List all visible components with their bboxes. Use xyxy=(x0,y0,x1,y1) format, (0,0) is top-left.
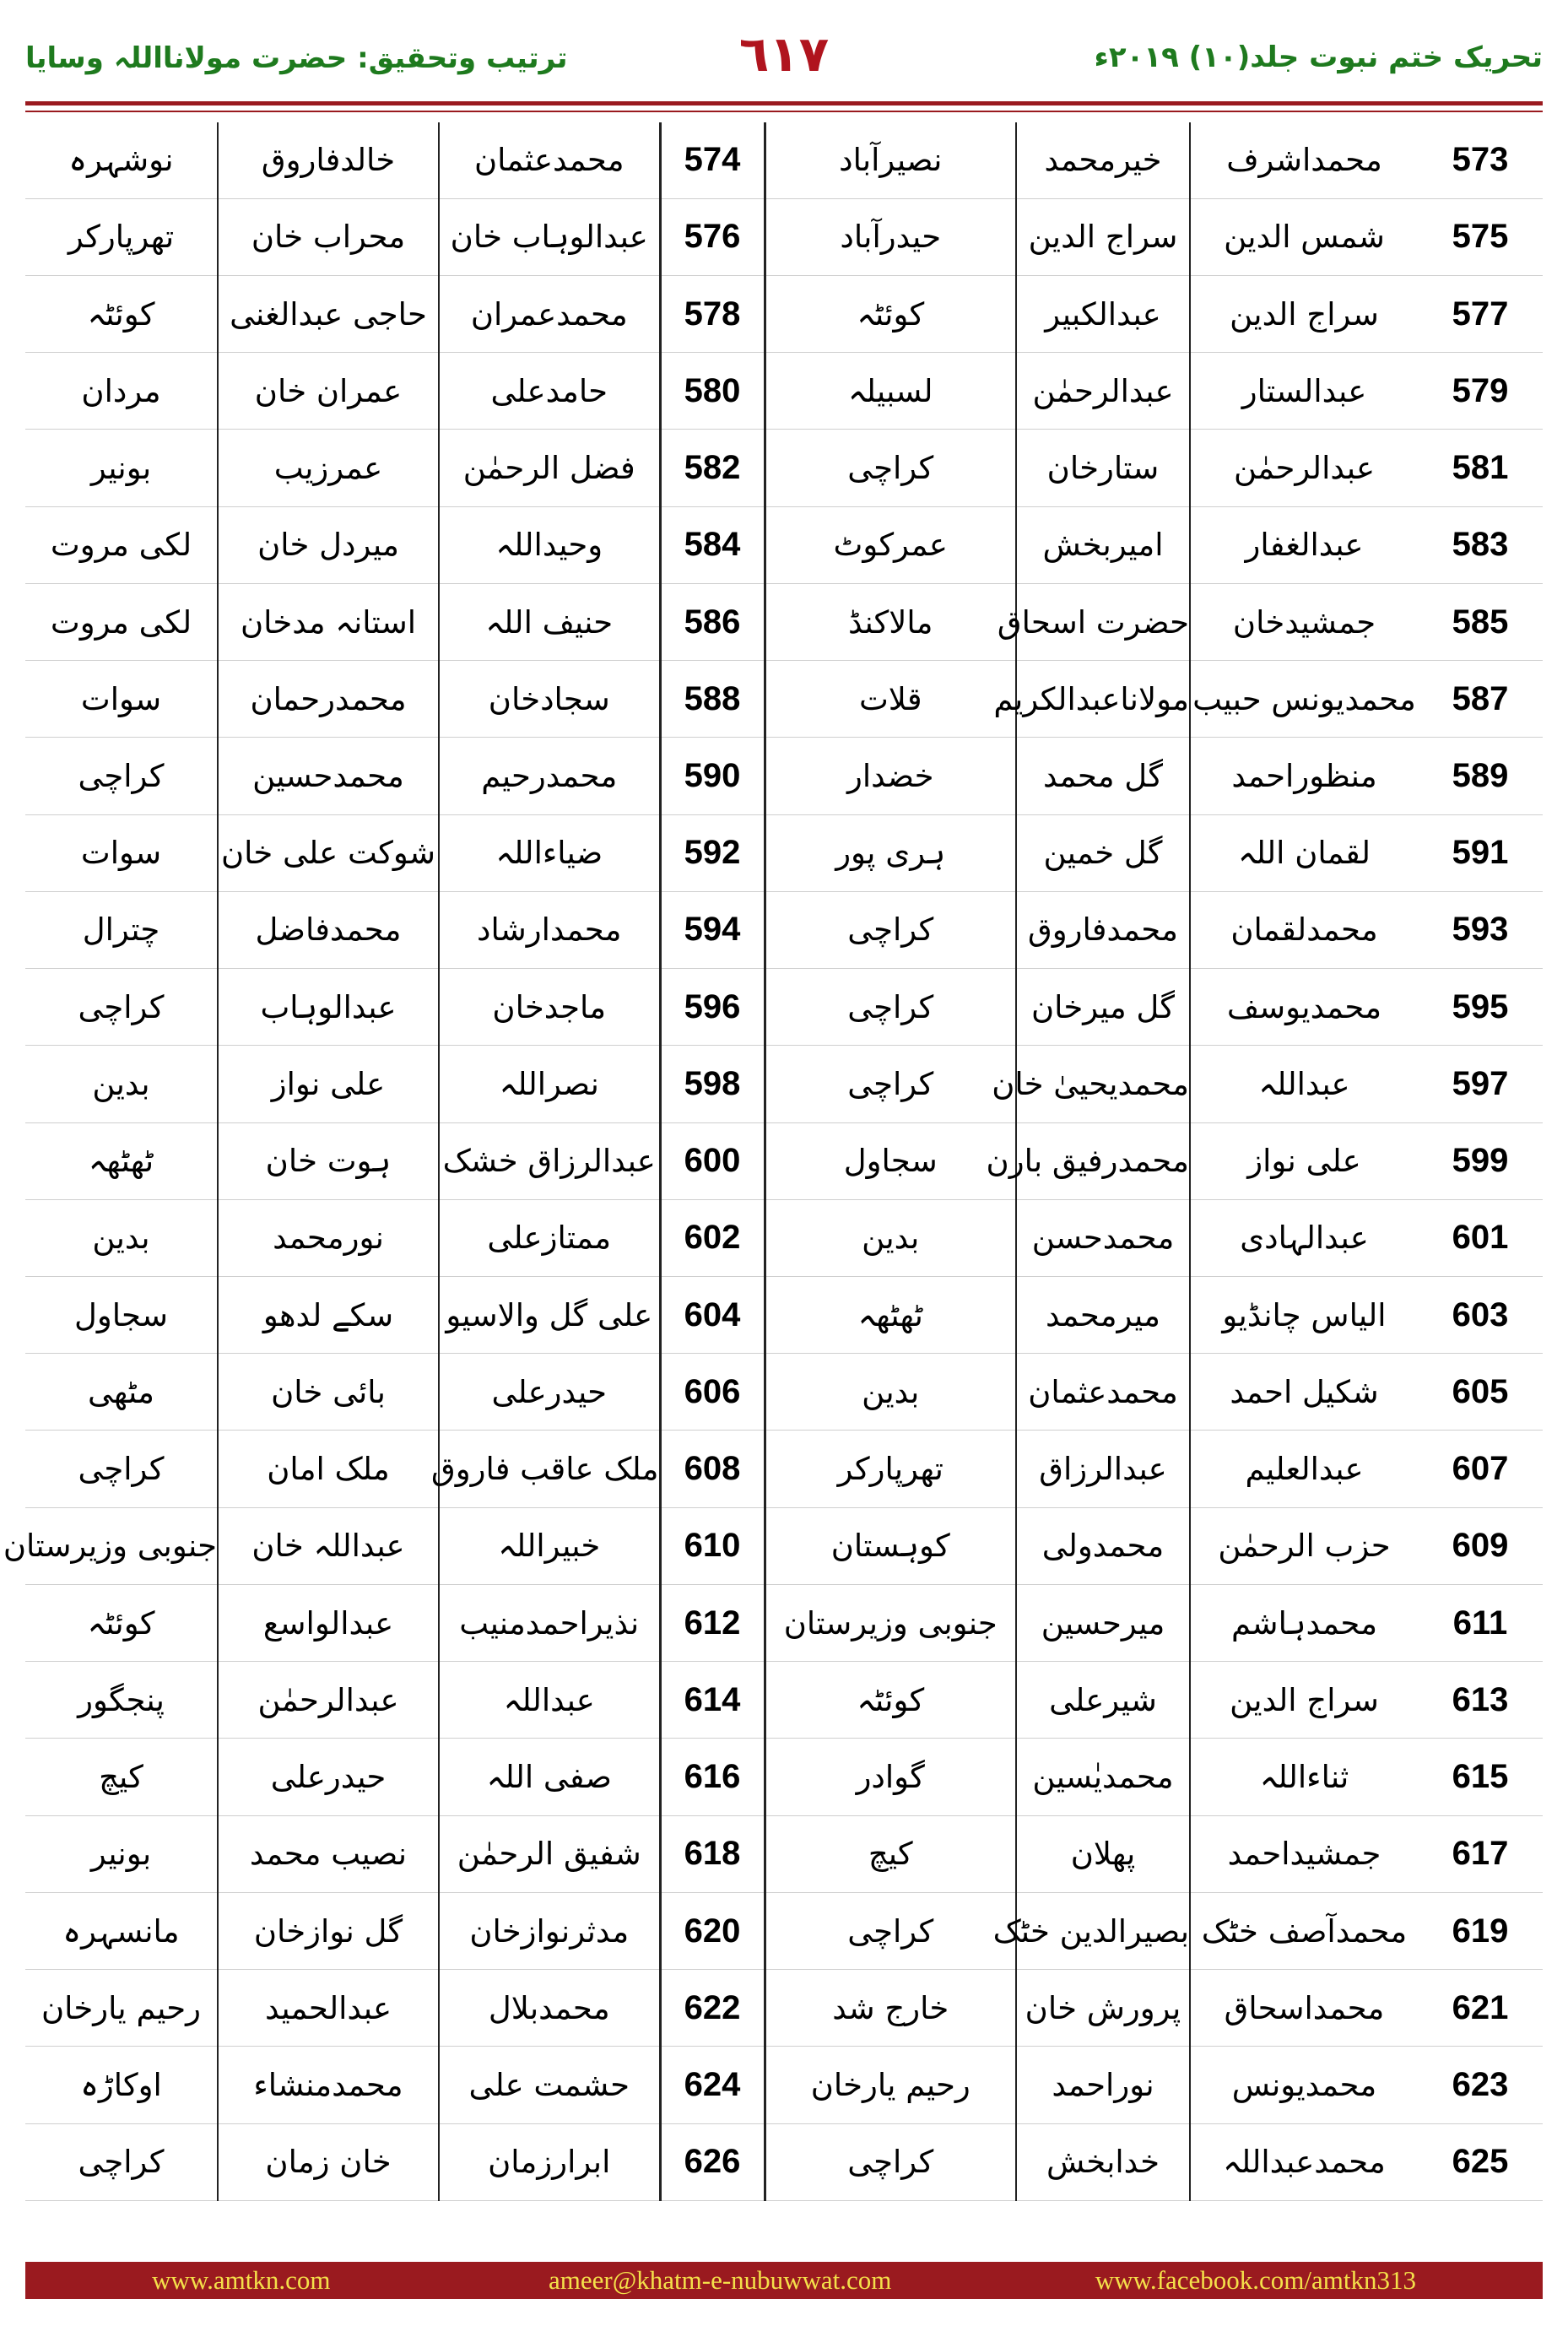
entry-place: بدین xyxy=(25,1199,218,1276)
entry-name: نصراللہ xyxy=(439,1046,660,1122)
entry-father: خیرمحمد xyxy=(1016,122,1190,198)
entry-place: پنجگور xyxy=(25,1662,218,1739)
entry-father: میرحسین xyxy=(1016,1584,1190,1661)
entry-number: 588 xyxy=(660,661,765,738)
table-row xyxy=(25,1277,1543,1354)
entry-name: محمدارشاد xyxy=(439,891,660,968)
header-rule-thick xyxy=(25,101,1543,105)
entry-number: 582 xyxy=(660,430,765,506)
entry-place: کراچی xyxy=(25,2123,218,2200)
entry-name: ضیاءاللہ xyxy=(439,814,660,891)
entry-father: محمدحسین xyxy=(218,738,439,814)
table-row xyxy=(25,1970,1543,2047)
entry-place: کیچ xyxy=(765,1815,1016,1892)
entry-father: عبدالوہاب xyxy=(218,969,439,1046)
entry-place: کراچی xyxy=(765,1046,1016,1122)
table-row xyxy=(25,353,1543,430)
table-row xyxy=(25,122,1543,198)
entry-number: 603 xyxy=(1418,1277,1543,1354)
entry-father: میرمحمد xyxy=(1016,1277,1190,1354)
entry-place: لسبیلہ xyxy=(765,353,1016,430)
entry-place: قلات xyxy=(765,661,1016,738)
entry-place: خضدار xyxy=(765,738,1016,814)
entry-place: سوات xyxy=(25,814,218,891)
entry-place: کراچی xyxy=(765,2123,1016,2200)
table-row xyxy=(25,1199,1543,1276)
entry-number: 598 xyxy=(660,1046,765,1122)
entry-father: عبدالکبیر xyxy=(1016,275,1190,352)
entry-father: نوراحمد xyxy=(1016,2047,1190,2123)
entry-place: کوئٹہ xyxy=(765,275,1016,352)
entry-name: محمدیونس xyxy=(1190,2047,1418,2123)
book-title: تحریک ختم نبوت جلد(۱۰) ۲۰۱۹ء xyxy=(1094,41,1543,74)
entry-name: صفی اللہ xyxy=(439,1739,660,1815)
entry-name: جمشیداحمد xyxy=(1190,1815,1418,1892)
entry-father: عبدالواسع xyxy=(218,1584,439,1661)
entry-father: عبدالحمید xyxy=(218,1970,439,2047)
entry-name: محمدرحیم xyxy=(439,738,660,814)
entry-father: محمدرفیق بارن xyxy=(1016,1122,1190,1199)
entry-place: اوکاڑہ xyxy=(25,2047,218,2123)
entry-father: نصیب محمد xyxy=(218,1815,439,1892)
entry-number: 611 xyxy=(1418,1584,1543,1661)
entry-father: خان زمان xyxy=(218,2123,439,2200)
entry-number: 574 xyxy=(660,122,765,198)
entry-place: جنوبی وزیرستان xyxy=(25,1507,218,1584)
table-row xyxy=(25,1815,1543,1892)
table-row xyxy=(25,1046,1543,1122)
table-row xyxy=(25,1122,1543,1199)
header-rule-thin xyxy=(25,111,1543,112)
entry-father: استانہ مدخان xyxy=(218,583,439,660)
entry-name: سراج الدین xyxy=(1190,1662,1418,1739)
entry-father: گل میرخان xyxy=(1016,969,1190,1046)
table-row xyxy=(25,891,1543,968)
entry-father: محمدولی xyxy=(1016,1507,1190,1584)
entry-number: 575 xyxy=(1418,198,1543,275)
entry-father: پرورش خان xyxy=(1016,1970,1190,2047)
table-row xyxy=(25,1662,1543,1739)
entry-father: عمران خان xyxy=(218,353,439,430)
table-row xyxy=(25,661,1543,738)
entry-name: ثناءاللہ xyxy=(1190,1739,1418,1815)
entry-number: 618 xyxy=(660,1815,765,1892)
entry-name: ماجدخان xyxy=(439,969,660,1046)
entry-number: 577 xyxy=(1418,275,1543,352)
entry-place: بونیر xyxy=(25,430,218,506)
entry-number: 578 xyxy=(660,275,765,352)
table-row xyxy=(25,275,1543,352)
entry-name: جمشیدخان xyxy=(1190,583,1418,660)
entry-place: بونیر xyxy=(25,1815,218,1892)
entry-name: محمدآصف خٹک xyxy=(1190,1892,1418,1969)
entry-name: محمدعمران xyxy=(439,275,660,352)
entry-place: کراچی xyxy=(765,1892,1016,1969)
entry-number: 573 xyxy=(1418,122,1543,198)
entry-name: عبدالہادی xyxy=(1190,1199,1418,1276)
entry-place: نوشہرہ xyxy=(25,122,218,198)
entry-number: 593 xyxy=(1418,891,1543,968)
entry-father: حاجی عبدالغنی xyxy=(218,275,439,352)
entry-number: 580 xyxy=(660,353,765,430)
entry-name: حیدرعلی xyxy=(439,1354,660,1431)
entry-father: خالدفاروق xyxy=(218,122,439,198)
entry-place: رحیم یارخان xyxy=(25,1970,218,2047)
entry-number: 579 xyxy=(1418,353,1543,430)
table-row xyxy=(25,198,1543,275)
entry-father: محراب خان xyxy=(218,198,439,275)
entry-number: 583 xyxy=(1418,506,1543,583)
entry-name: علی نواز xyxy=(1190,1122,1418,1199)
entry-name: ملک عاقب فاروق xyxy=(439,1431,660,1507)
entry-name: محمدیوسف xyxy=(1190,969,1418,1046)
entry-name: عبدالوہاب خان xyxy=(439,198,660,275)
entry-father: سکے لدھو xyxy=(218,1277,439,1354)
entry-father: خدابخش xyxy=(1016,2123,1190,2200)
entry-number: 597 xyxy=(1418,1046,1543,1122)
entry-name: عبدالعلیم xyxy=(1190,1431,1418,1507)
entry-number: 609 xyxy=(1418,1507,1543,1584)
entry-father: محمدیٰسین xyxy=(1016,1739,1190,1815)
entry-name: حنیف اللہ xyxy=(439,583,660,660)
entry-name: محمدعثمان xyxy=(439,122,660,198)
table-row xyxy=(25,583,1543,660)
entry-number: 581 xyxy=(1418,430,1543,506)
entry-place: رحیم یارخان xyxy=(765,2047,1016,2123)
entry-place: مردان xyxy=(25,353,218,430)
entry-name: شمس الدین xyxy=(1190,198,1418,275)
entry-name: شکیل احمد xyxy=(1190,1354,1418,1431)
entry-name: فضل الرحمٰن xyxy=(439,430,660,506)
entry-name: منظوراحمد xyxy=(1190,738,1418,814)
entry-place: بدین xyxy=(765,1199,1016,1276)
entry-name: عبدالرزاق خشک xyxy=(439,1122,660,1199)
entry-father: عبدالرحمٰن xyxy=(218,1662,439,1739)
entry-father: ستارخان xyxy=(1016,430,1190,506)
entry-number: 602 xyxy=(660,1199,765,1276)
entry-name: ممتازعلی xyxy=(439,1199,660,1276)
entry-name: محمداشرف xyxy=(1190,122,1418,198)
entry-place: کراچی xyxy=(765,891,1016,968)
entry-number: 595 xyxy=(1418,969,1543,1046)
table-row xyxy=(25,506,1543,583)
table-row xyxy=(25,1507,1543,1584)
entry-name: محمداسحاق xyxy=(1190,1970,1418,2047)
entry-number: 586 xyxy=(660,583,765,660)
page-footer xyxy=(25,2262,1543,2299)
names-table xyxy=(3,122,1543,2201)
entry-name: الیاس چانڈیو xyxy=(1190,1277,1418,1354)
page-number: ٦١٧ xyxy=(738,25,830,83)
entry-number: 613 xyxy=(1418,1662,1543,1739)
table-row xyxy=(25,1354,1543,1431)
entry-father: محمدرحمان xyxy=(218,661,439,738)
entry-number: 601 xyxy=(1418,1199,1543,1276)
entry-place: سجاول xyxy=(25,1277,218,1354)
entry-father: عبداللہ خان xyxy=(218,1507,439,1584)
entry-name: وحیداللہ xyxy=(439,506,660,583)
entry-place: نصیرآباد xyxy=(765,122,1016,198)
entry-place: کوئٹہ xyxy=(765,1662,1016,1739)
entry-place: کراچی xyxy=(765,969,1016,1046)
entry-number: 619 xyxy=(1418,1892,1543,1969)
entry-number: 600 xyxy=(660,1122,765,1199)
entry-father: سراج الدین xyxy=(1016,198,1190,275)
entry-father: مولاناعبدالکریم xyxy=(1016,661,1190,738)
entry-father: نورمحمد xyxy=(218,1199,439,1276)
entry-name: عبدالغفار xyxy=(1190,506,1418,583)
entry-father: شوکت علی خان xyxy=(218,814,439,891)
entry-number: 625 xyxy=(1418,2123,1543,2200)
entry-father: ملک امان xyxy=(218,1431,439,1507)
entry-place: تھرپارکر xyxy=(765,1431,1016,1507)
entry-father: علی نواز xyxy=(218,1046,439,1122)
table-row xyxy=(25,1431,1543,1507)
entry-name: ابرارزمان xyxy=(439,2123,660,2200)
entry-name: عبدالستار xyxy=(1190,353,1418,430)
entry-father: شیرعلی xyxy=(1016,1662,1190,1739)
entry-father: بصیرالدین خٹک xyxy=(1016,1892,1190,1969)
entry-number: 589 xyxy=(1418,738,1543,814)
entry-number: 626 xyxy=(660,2123,765,2200)
entry-name: حزب الرحمٰن xyxy=(1190,1507,1418,1584)
entry-father: عبدالرزاق xyxy=(1016,1431,1190,1507)
entry-father: ہوت خان xyxy=(218,1122,439,1199)
entry-father: محمدیحییٰ خان xyxy=(1016,1046,1190,1122)
entry-name: لقمان اللہ xyxy=(1190,814,1418,891)
entry-place: ٹھٹھہ xyxy=(25,1122,218,1199)
entry-number: 610 xyxy=(660,1507,765,1584)
entry-number: 616 xyxy=(660,1739,765,1815)
entry-number: 615 xyxy=(1418,1739,1543,1815)
entry-number: 624 xyxy=(660,2047,765,2123)
entry-name: خبیراللہ xyxy=(439,1507,660,1584)
entry-number: 614 xyxy=(660,1662,765,1739)
entry-place: کوہستان xyxy=(765,1507,1016,1584)
entry-name: سجادخان xyxy=(439,661,660,738)
entry-place: عمرکوٹ xyxy=(765,506,1016,583)
entry-number: 612 xyxy=(660,1584,765,1661)
entry-name: محمدیونس حبیب xyxy=(1190,661,1418,738)
entry-name: سراج الدین xyxy=(1190,275,1418,352)
entry-place: لکی مروت xyxy=(25,583,218,660)
entry-place: کوئٹہ xyxy=(25,1584,218,1661)
entry-name: عبداللہ xyxy=(439,1662,660,1739)
website-link[interactable]: www.amtkn.com xyxy=(152,2265,331,2295)
entry-number: 584 xyxy=(660,506,765,583)
entry-number: 621 xyxy=(1418,1970,1543,2047)
entry-number: 591 xyxy=(1418,814,1543,891)
entry-father: میردل خان xyxy=(218,506,439,583)
entry-father: محمدعثمان xyxy=(1016,1354,1190,1431)
table-row xyxy=(25,2047,1543,2123)
entry-number: 608 xyxy=(660,1431,765,1507)
entry-father: عبدالرحمٰن xyxy=(1016,353,1190,430)
entry-place: بدین xyxy=(765,1354,1016,1431)
entry-number: 576 xyxy=(660,198,765,275)
entry-name: حامدعلی xyxy=(439,353,660,430)
entry-place: کیچ xyxy=(25,1739,218,1815)
entry-number: 607 xyxy=(1418,1431,1543,1507)
table-row xyxy=(25,969,1543,1046)
entry-name: محمدعبداللہ xyxy=(1190,2123,1418,2200)
facebook-link[interactable]: www.facebook.com/amtkn313 xyxy=(1095,2265,1416,2295)
page-header xyxy=(25,25,1543,101)
entry-father: عمرزیب xyxy=(218,430,439,506)
table-row xyxy=(25,430,1543,506)
entry-father: حیدرعلی xyxy=(218,1739,439,1815)
entry-number: 622 xyxy=(660,1970,765,2047)
entry-name: شفیق الرحمٰن xyxy=(439,1815,660,1892)
entry-name: عبداللہ xyxy=(1190,1046,1418,1122)
entry-place: ہری پور xyxy=(765,814,1016,891)
entry-number: 599 xyxy=(1418,1122,1543,1199)
entry-number: 606 xyxy=(660,1354,765,1431)
entry-place: حیدرآباد xyxy=(765,198,1016,275)
entry-father: بائی خان xyxy=(218,1354,439,1431)
table-row xyxy=(25,1892,1543,1969)
entry-name: عبدالرحمٰن xyxy=(1190,430,1418,506)
table-row xyxy=(25,1584,1543,1661)
entry-father: محمدمنشاء xyxy=(218,2047,439,2123)
entry-number: 596 xyxy=(660,969,765,1046)
entry-father: گل محمد xyxy=(1016,738,1190,814)
email-link[interactable]: ameer@khatm-e-nubuwwat.com xyxy=(549,2265,892,2295)
entry-place: مٹھی xyxy=(25,1354,218,1431)
entry-number: 590 xyxy=(660,738,765,814)
table-row xyxy=(25,1739,1543,1815)
entry-number: 620 xyxy=(660,1892,765,1969)
entry-number: 592 xyxy=(660,814,765,891)
entry-name: محمدلقمان xyxy=(1190,891,1418,968)
entry-name: محمدبلال xyxy=(439,1970,660,2047)
entry-father: گل نوازخان xyxy=(218,1892,439,1969)
entry-place: مانسہرہ xyxy=(25,1892,218,1969)
entry-number: 605 xyxy=(1418,1354,1543,1431)
entry-place: کراچی xyxy=(25,969,218,1046)
entry-number: 585 xyxy=(1418,583,1543,660)
entry-place: چترال xyxy=(25,891,218,968)
entry-father: امیربخش xyxy=(1016,506,1190,583)
entry-father: محمدفاروق xyxy=(1016,891,1190,968)
entry-number: 604 xyxy=(660,1277,765,1354)
entry-place: کراچی xyxy=(25,1431,218,1507)
entry-father: محمدفاضل xyxy=(218,891,439,968)
compiler-title: ترتیب وتحقیق: حضرت مولانااللہ وسایا xyxy=(25,41,568,75)
entry-number: 587 xyxy=(1418,661,1543,738)
entry-father: حضرت اسحاق xyxy=(1016,583,1190,660)
entry-name: علی گل والاسیو xyxy=(439,1277,660,1354)
entry-place: کراچی xyxy=(765,430,1016,506)
entry-place: گوادر xyxy=(765,1739,1016,1815)
entry-place: خارج شد xyxy=(765,1970,1016,2047)
entry-name: مدثرنوازخان xyxy=(439,1892,660,1969)
entry-number: 623 xyxy=(1418,2047,1543,2123)
entry-place: سجاول xyxy=(765,1122,1016,1199)
entry-place: سوات xyxy=(25,661,218,738)
entry-number: 594 xyxy=(660,891,765,968)
entry-place: کراچی xyxy=(25,738,218,814)
entry-place: مالاکنڈ xyxy=(765,583,1016,660)
entry-place: لکی مروت xyxy=(25,506,218,583)
entry-father: گل خمین xyxy=(1016,814,1190,891)
entry-father: محمدحسن xyxy=(1016,1199,1190,1276)
table-row xyxy=(25,2123,1543,2200)
entry-place: کوئٹہ xyxy=(25,275,218,352)
table-row xyxy=(25,814,1543,891)
entry-place: جنوبی وزیرستان xyxy=(765,1584,1016,1661)
table-row xyxy=(25,738,1543,814)
entry-place: تھرپارکر xyxy=(25,198,218,275)
entry-number: 617 xyxy=(1418,1815,1543,1892)
entry-name: نذیراحمدمنیب xyxy=(439,1584,660,1661)
entry-place: ٹھٹھہ xyxy=(765,1277,1016,1354)
entry-name: محمدہاشم xyxy=(1190,1584,1418,1661)
entry-place: بدین xyxy=(25,1046,218,1122)
entry-father: پھلان xyxy=(1016,1815,1190,1892)
entry-name: حشمت علی xyxy=(439,2047,660,2123)
